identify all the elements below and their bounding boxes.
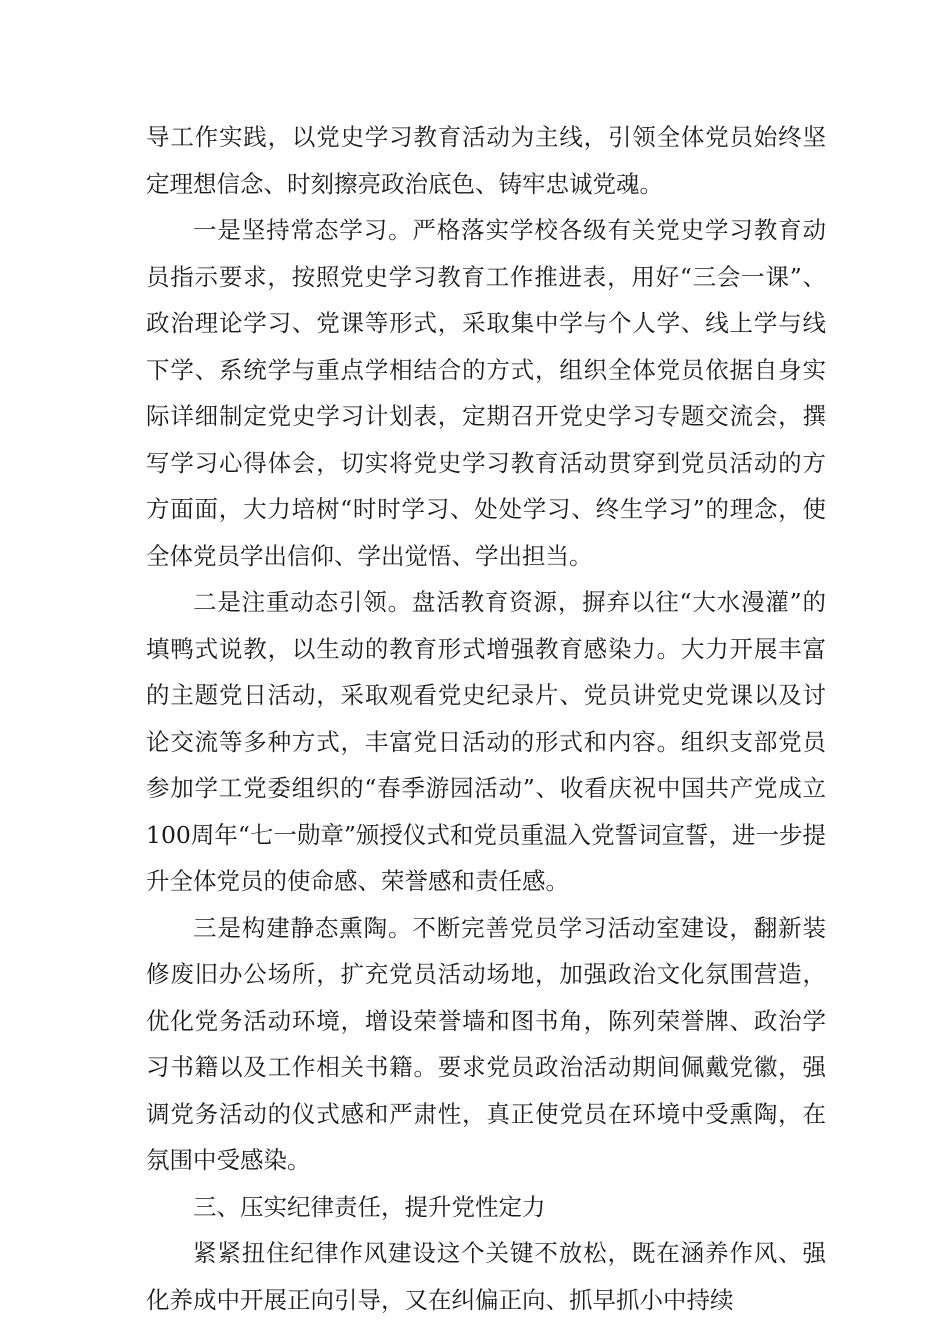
paragraph-discipline-intro: 紧紧扭住纪律作风建设这个关键不放松，既在涵养作风、强化养成中开展正向引导，又在纠偏正向、抓早抓小中持续 xyxy=(146,1239,826,1314)
document-body xyxy=(146,114,826,1323)
paragraph-continuation: 导工作实践，以党史学习教育活动为主线，引领全体党员始终坚定理想信念、时刻擦亮政治底色、铸牢忠诚党魂。 xyxy=(146,123,826,198)
paragraph-static-influence: 三是构建静态熏陶。不断完善党员学习活动室建设，翻新装修废旧办公场所，扩充党员活动场地，加强政治文化氛围营造，优化党务活动环境，增设荣誉墙和图书角，陈列荣誉牌、政治学习书籍以及工作相关书籍。要求党员政治活动期间佩戴党徽，强调党务活动的仪式感和严肃性，真正使党员在环境中受熏陶，在氛围中受感染。 xyxy=(146,913,826,1174)
paragraph-dynamic-guidance: 二是注重动态引领。盘活教育资源，摒弃以往“大水漫灌”的填鸭式说教，以生动的教育形式增强教育感染力。大力开展丰富的主题党日活动，采取观看党史纪录片、党员讲党史党课以及讨论交流等多种方式，丰富党日活动的形式和内容。组织支部党员参加学工党委组织的“春季游园活动”、收看庆祝中国共产党成立100周年“七一勋章”颁授仪式和党员重温入党誓词宣誓，进一步提升全体党员的使命感、荣誉感和责任感。 xyxy=(146,588,826,895)
paragraph-regular-study: 一是坚持常态学习。严格落实学校各级有关党史学习教育动员指示要求，按照党史学习教育工作推进表，用好“三会一课”、政治理论学习、党课等形式，采取集中学与个人学、线上学与线下学、系统学与重点学相结合的方式，组织全体党员依据自身实际详细制定党史学习计划表，定期召开党史学习专题交流会，撰写学习心得体会，切实将党史学习教育活动贯穿到党员活动的方方面面，大力培树“时时学习、处处学习、终生学习”的理念，使全体党员学出信仰、学出觉悟、学出担当。 xyxy=(146,216,826,570)
section-heading-discipline: 三、压实纪律责任，提升党性定力 xyxy=(193,1192,546,1221)
